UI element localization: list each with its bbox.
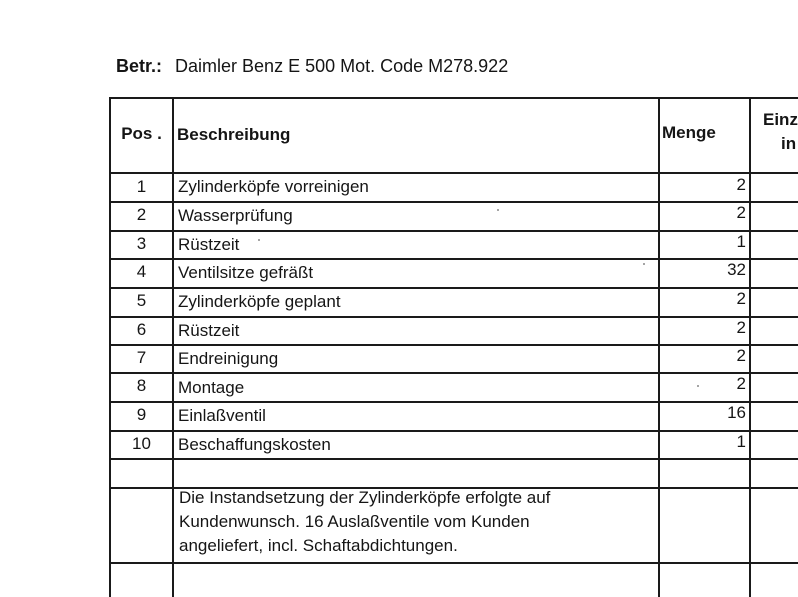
row-menge: 2 bbox=[736, 175, 746, 194]
row-description: Beschaffungskosten bbox=[178, 435, 331, 454]
row-pos: 7 bbox=[136, 348, 147, 367]
row-pos: 10 bbox=[132, 434, 151, 453]
column-header-price-line2: in bbox=[781, 134, 797, 153]
row-description: Wasserprüfung bbox=[178, 206, 293, 225]
column-header-description: Beschreibung bbox=[177, 125, 291, 144]
row-pos: 9 bbox=[136, 405, 147, 424]
column-header-price-line1: Einz bbox=[763, 110, 798, 129]
remark-line: Die Instandsetzung der Zylinderköpfe erfolgte auf bbox=[179, 488, 551, 507]
row-description: Rüstzeit bbox=[178, 321, 240, 340]
row-description: Montage bbox=[178, 378, 245, 397]
subject-label: Betr.: bbox=[116, 56, 163, 76]
row-description: Zylinderköpfe vorreinigen bbox=[178, 177, 369, 196]
scan-speck bbox=[643, 263, 645, 265]
row-pos: 1 bbox=[136, 177, 147, 196]
table-left-border bbox=[109, 97, 111, 597]
column-divider-pos bbox=[172, 97, 174, 597]
row-menge: 2 bbox=[736, 318, 746, 337]
row-menge: 2 bbox=[736, 346, 746, 365]
row-pos: 6 bbox=[136, 320, 147, 339]
row-menge: 2 bbox=[736, 374, 746, 393]
header-bottom-border bbox=[109, 172, 798, 174]
column-header-pos: Pos . bbox=[121, 124, 162, 143]
row-pos: 5 bbox=[136, 291, 147, 310]
row-description: Einlaßventil bbox=[178, 406, 266, 425]
row-menge: 1 bbox=[736, 232, 746, 251]
row-menge: 32 bbox=[727, 260, 746, 279]
subject-value: Daimler Benz E 500 Mot. Code M278.922 bbox=[175, 56, 509, 76]
remark-line: Kundenwunsch. 16 Auslaßventile vom Kunden bbox=[179, 512, 530, 531]
scan-speck bbox=[258, 239, 260, 241]
table-top-border bbox=[109, 97, 798, 99]
row-description: Endreinigung bbox=[178, 349, 279, 368]
remark-text bbox=[179, 486, 654, 558]
row-divider bbox=[109, 458, 798, 460]
row-pos: 3 bbox=[136, 234, 147, 253]
column-header-menge: Menge bbox=[662, 123, 716, 142]
column-divider-menge bbox=[749, 97, 751, 597]
row-menge: 1 bbox=[736, 432, 746, 451]
subject-line bbox=[116, 56, 508, 77]
invoice-table bbox=[109, 97, 798, 597]
row-pos: 4 bbox=[136, 262, 147, 281]
row-divider bbox=[109, 562, 798, 564]
scan-speck bbox=[497, 209, 499, 211]
row-description: Zylinderköpfe geplant bbox=[178, 292, 341, 311]
row-description: Rüstzeit bbox=[178, 235, 240, 254]
row-menge: 16 bbox=[727, 403, 746, 422]
row-pos: 8 bbox=[136, 376, 147, 395]
row-pos: 2 bbox=[136, 205, 147, 224]
row-description: Ventilsitze gefräßt bbox=[178, 263, 314, 282]
row-menge: 2 bbox=[736, 289, 746, 308]
remark-line: angeliefert, incl. Schaftabdichtungen. bbox=[179, 536, 458, 555]
scan-speck bbox=[697, 385, 699, 387]
row-menge: 2 bbox=[736, 203, 746, 222]
